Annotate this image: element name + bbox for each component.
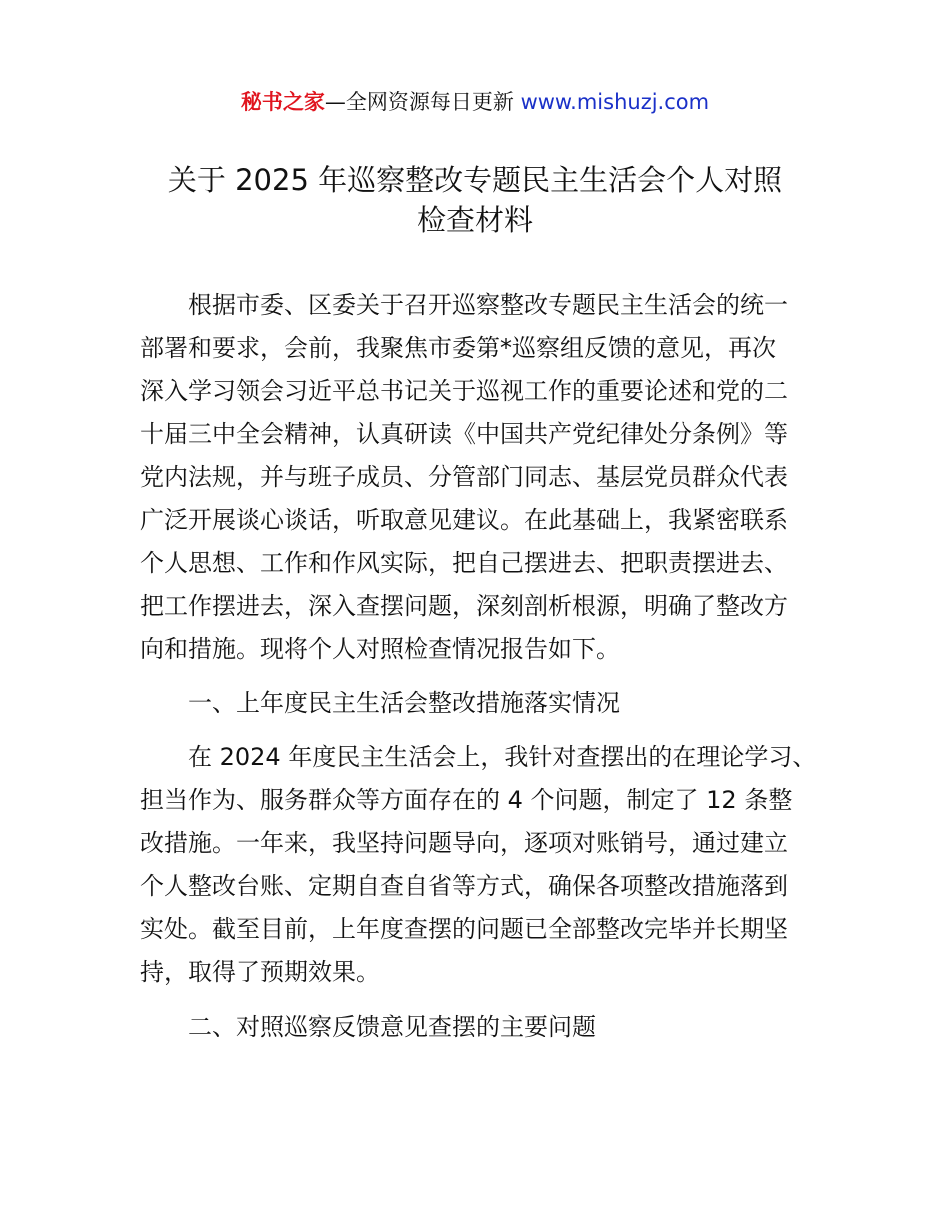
intro-paragraph [140,284,830,671]
section-1-body [140,736,830,994]
paragraph-line: 广泛开展谈心谈话，听取意见建议。在此基础上，我紧密联系 [140,506,788,534]
site-header [0,86,950,118]
section-heading [140,682,830,725]
document-title [120,160,830,240]
paragraph-line: 把工作摆进去，深入查摆问题，深刻剖析根源，明确了整改方 [140,592,788,620]
paragraph-line: 十届三中全会精神，认真研读《中国共产党纪律处分条例》等 [140,420,788,448]
paragraph-line: 个人思想、工作和作风实际，把自己摆进去、把职责摆进去、 [140,549,788,577]
paragraph-line: 部署和要求，会前，我聚焦市委第*巡察组反馈的意见，再次 [140,334,776,362]
paragraph-line: 在 2024 年度民主生活会上，我针对查摆出的在理论学习、 [188,743,817,771]
paragraph-line: 担当作为、服务群众等方面存在的 4 个问题，制定了 12 条整 [140,786,793,814]
document-body [140,284,830,671]
paragraph-line: 个人整改台账、定期自查自省等方式，确保各项整改措施落到 [140,872,788,900]
section-1-heading: 一、上年度民主生活会整改措施落实情况 [188,689,620,717]
section-1-paragraph [140,736,830,994]
header-slogan: —全网资源每日更新 [324,90,514,114]
paragraph-line: 改措施。一年来，我坚持问题导向，逐项对账销号，通过建立 [140,829,788,857]
title-line-1: 关于 2025 年巡察整改专题民主生活会个人对照 [167,163,783,197]
paragraph-line: 向和措施。现将个人对照检查情况报告如下。 [140,635,620,663]
site-url[interactable]: www.mishuzj.com [520,90,710,114]
paragraph-line: 实处。截至目前，上年度查摆的问题已全部整改完毕并长期坚 [140,915,788,943]
paragraph-line: 深入学习领会习近平总书记关于巡视工作的重要论述和党的二 [140,377,788,405]
brand-name: 秘书之家 [240,90,325,114]
section-2 [140,1006,830,1049]
section-1 [140,682,830,725]
title-line-2: 检查材料 [416,203,533,237]
paragraph-line: 根据市委、区委关于召开巡察整改专题民主生活会的统一 [188,291,788,319]
paragraph-line: 党内法规，并与班子成员、分管部门同志、基层党员群众代表 [140,463,788,491]
paragraph-line: 持，取得了预期效果。 [140,958,380,986]
section-heading [140,1006,830,1049]
section-2-heading: 二、对照巡察反馈意见查摆的主要问题 [188,1013,596,1041]
